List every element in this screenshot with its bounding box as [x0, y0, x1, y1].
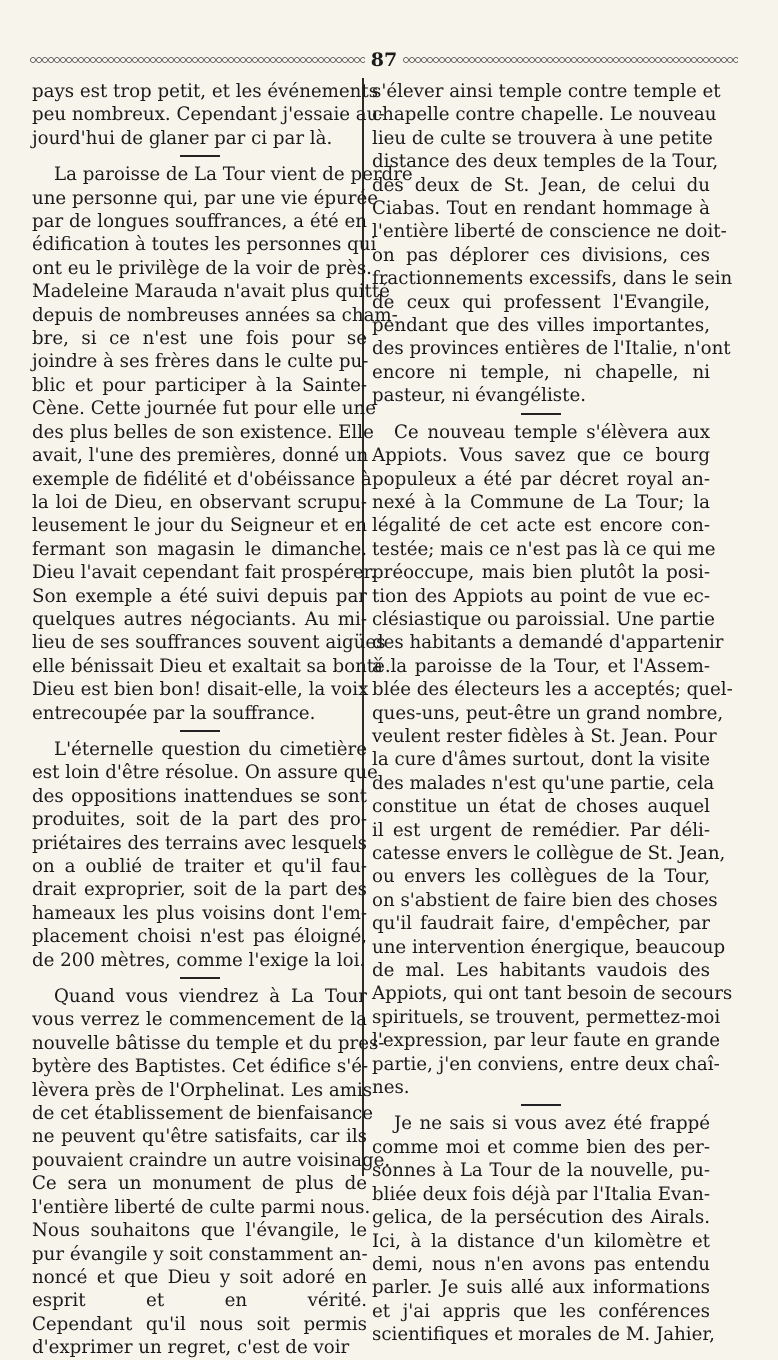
text-line: Dieu est bien bon! disait-elle, la voix: [32, 679, 369, 701]
page-number: 87: [370, 48, 398, 71]
text-line: pendant que des villes importantes,: [372, 315, 710, 337]
text-line: lèvera près de l'Orphelinat. Les amis: [32, 1079, 373, 1101]
text-line: priétaires des terrains avec lesquels: [32, 832, 367, 854]
text-line: Cependant qu'il nous soit permis: [32, 1313, 367, 1335]
text-line: on s'abstient de faire bien des choses: [372, 889, 718, 911]
paragraph: [372, 80, 733, 408]
text-line: blic et pour participer à la Sainte-: [32, 374, 367, 396]
text-line: l'entière liberté de culte parmi nous.: [32, 1196, 371, 1218]
text-line: Ce sera un monument de plus de: [32, 1173, 367, 1195]
page-header: [30, 48, 738, 72]
text-line: Appiots. Vous savez que ce bourg: [372, 445, 710, 467]
text-line: Ciabas. Tout en rendant hommage à: [372, 198, 710, 220]
text-line: Ce nouveau temple s'élèvera aux: [394, 421, 710, 443]
text-line: chapelle contre chapelle. Le nouveau: [372, 104, 717, 126]
text-line: populeux a été par décret royal an-: [372, 468, 710, 490]
text-line: ou envers les collègues de la Tour,: [372, 866, 710, 888]
text-line: est loin d'être résolue. On assure que: [32, 762, 378, 784]
paragraph: [372, 421, 733, 1100]
paragraph: [372, 1112, 715, 1346]
text-line: de ceux qui professent l'Evangile,: [372, 291, 710, 313]
text-line: de 200 mètres, comme l'exige la loi.: [32, 949, 366, 971]
text-line: bliée deux fois déjà par l'Italia Evan-: [372, 1183, 710, 1205]
text-line: s'élever ainsi temple contre temple et: [372, 81, 721, 102]
text-line: il est urgent de remédier. Par déli-: [372, 819, 710, 841]
text-line: des deux de St. Jean, de celui du: [372, 174, 710, 196]
text-line: bre, si ce n'est une fois pour se: [32, 328, 367, 350]
text-line: des plus belles de son existence. Elle: [32, 421, 374, 443]
text-line: gelica, de la persécution des Airals.: [372, 1207, 710, 1229]
text-line: pouvaient craindre un autre voisinage.: [32, 1149, 391, 1171]
text-line: des malades n'est qu'une partie, cela: [372, 772, 715, 794]
text-line: esprit et en vérité.: [32, 1290, 367, 1312]
text-line: parler. Je suis allé aux informations: [372, 1277, 710, 1299]
text-line: ont eu le privilège de la voir de près.: [32, 257, 372, 279]
text-line: pur évangile y soit constamment an-: [32, 1243, 368, 1265]
text-line: l'expression, par leur faute en grande: [372, 1030, 721, 1052]
text-line: nes.: [372, 1077, 410, 1099]
text-line: préoccupe, mais bien plutôt la posi-: [372, 562, 710, 584]
text-line: Je ne sais si vous avez été frappé: [394, 1113, 710, 1135]
text-line: demi, nous n'en avons pas entendu: [372, 1253, 710, 1275]
section-separator: [521, 413, 561, 415]
text-line: qu'il faudrait faire, d'empêcher, par: [372, 913, 710, 935]
text-line: Nous souhaitons que l'évangile, le: [32, 1220, 367, 1242]
section-separator: [180, 977, 220, 979]
text-line: l'entière liberté de conscience ne doit-: [372, 221, 727, 243]
section-separator: [180, 155, 220, 157]
text-line: fermant son magasin le dimanche.: [32, 538, 367, 560]
text-line: Ici, à la distance d'un kilomètre et: [372, 1230, 710, 1252]
text-line: clésiastique ou paroissial. Une partie: [372, 608, 715, 630]
text-line: d'exprimer un regret, c'est de voir: [32, 1337, 350, 1359]
text-line: à la paroisse de la Tour, et l'Assem-: [372, 655, 710, 677]
text-line: une intervention énergique, beaucoup: [372, 936, 726, 958]
text-line: vous verrez le commencement de la: [32, 1009, 367, 1031]
text-line: on pas déplorer ces divisions, ces: [372, 244, 710, 266]
text-line: blée des électeurs les a acceptés; quel-: [372, 679, 733, 701]
text-line: encore ni temple, ni chapelle, ni: [372, 361, 710, 383]
text-line: de cet établissement de bienfaisance: [32, 1103, 374, 1125]
text-line: placement choisi n'est pas éloigné,: [32, 926, 367, 948]
text-line: lieu de ses souffrances souvent aigües: [32, 632, 386, 654]
text-line: ne peuvent qu'être satisfaits, car ils: [32, 1126, 367, 1148]
text-line: leusement le jour du Seigneur et en: [32, 515, 367, 537]
text-line: depuis de nombreuses années sa cham-: [32, 304, 398, 326]
text-line: La paroisse de La Tour vient de perdre: [54, 164, 413, 186]
section-separator: [521, 1104, 561, 1106]
text-line: de mal. Les habitants vaudois des: [372, 960, 710, 982]
ornament-rule-right: [403, 56, 738, 64]
text-line: peu nombreux. Cependant j'essaie au-: [32, 104, 385, 126]
text-line: la loi de Dieu, en observant scrupu-: [32, 491, 367, 513]
text-line: tion des Appiots au point de vue ec-: [372, 585, 710, 607]
text-line: comme moi et comme bien des per-: [372, 1136, 710, 1158]
text-line: quelques autres négociants. Au mi-: [32, 608, 367, 630]
text-line: légalité de cet acte est encore con-: [372, 515, 710, 537]
text-line: fractionnements excessifs, dans le sein: [372, 268, 733, 290]
text-line: sonnes à La Tour de la nouvelle, pu-: [372, 1160, 710, 1182]
text-line: pasteur, ni évangéliste.: [372, 385, 586, 407]
text-line: et j'ai appris que les conférences: [372, 1300, 710, 1322]
text-line: entrecoupée par la souffrance.: [32, 702, 316, 724]
text-line: Appiots, qui ont tant besoin de secours: [372, 983, 733, 1005]
text-line: spirituels, se trouvent, permettez-moi: [372, 1006, 721, 1028]
text-line: des habitants a demandé d'appartenir: [372, 632, 724, 654]
text-line: joindre à ses frères dans le culte pu-: [32, 351, 369, 373]
text-line: elle bénissait Dieu et exaltait sa bonté.: [32, 655, 391, 677]
text-line: bytère des Baptistes. Cet édifice s'é-: [32, 1056, 369, 1078]
text-line: par de longues souffrances, a été en: [32, 211, 367, 233]
text-line: ques-uns, peut-être un grand nombre,: [372, 702, 724, 724]
text-line: lieu de culte se trouvera à une petite: [372, 127, 713, 149]
text-line: drait exproprier, soit de la part des: [32, 879, 367, 901]
paragraph: [32, 163, 413, 725]
text-line: catesse envers le collègue de St. Jean,: [372, 843, 726, 864]
text-line: jourd'hui de glaner par ci par là.: [32, 127, 333, 149]
text-line: distance des deux temples de la Tour,: [372, 151, 719, 173]
text-line: partie, j'en conviens, entre deux chaî-: [372, 1053, 720, 1075]
text-line: des oppositions inattendues se sont: [32, 785, 367, 807]
text-line: nexé à la Commune de La Tour; la: [372, 491, 710, 513]
text-line: pays est trop petit, et les événements: [32, 81, 379, 102]
paragraph: [32, 80, 385, 150]
text-line: Dieu l'avait cependant fait prospérer.: [32, 562, 377, 584]
text-line: hameaux les plus voisins dont l'em-: [32, 902, 367, 924]
text-line: avait, l'une des premières, donné un: [32, 445, 369, 467]
text-line: Madeleine Marauda n'avait plus quitté: [32, 281, 390, 303]
section-separator: [180, 730, 220, 732]
text-line: Son exemple a été suivi depuis par: [32, 585, 367, 607]
text-line: la cure d'âmes surtout, dont la visite: [372, 749, 710, 771]
text-line: on a oublié de traiter et qu'il fau-: [32, 856, 367, 877]
right-column: [372, 80, 733, 1347]
paragraph: [32, 985, 391, 1360]
text-line: L'éternelle question du cimetière: [54, 738, 367, 760]
text-line: exemple de fidélité et d'obéissance à: [32, 468, 372, 490]
text-line: noncé et que Dieu y soit adoré en: [32, 1266, 367, 1288]
ornament-rule-left: [30, 56, 365, 64]
text-line: une personne qui, par une vie épurée: [32, 187, 378, 209]
text-line: produites, soit de la part des pro-: [32, 809, 367, 831]
text-line: édification à toutes les personnes qui: [32, 234, 377, 256]
text-line: constitue un état de choses auquel: [372, 796, 710, 818]
text-line: testée; mais ce n'est pas là ce qui me: [372, 538, 716, 560]
text-line: Cène. Cette journée fut pour elle une: [32, 398, 377, 420]
paragraph: [32, 738, 378, 972]
text-line: veulent rester fidèles à St. Jean. Pour: [372, 725, 717, 747]
text-line: Quand vous viendrez à La Tour: [54, 986, 367, 1008]
text-line: nouvelle bâtisse du temple et du pres-: [32, 1032, 385, 1054]
text-line: scientifiques et morales de M. Jahier,: [372, 1324, 715, 1346]
left-column: [32, 80, 413, 1360]
text-line: des provinces entières de l'Italie, n'ont: [372, 338, 731, 360]
